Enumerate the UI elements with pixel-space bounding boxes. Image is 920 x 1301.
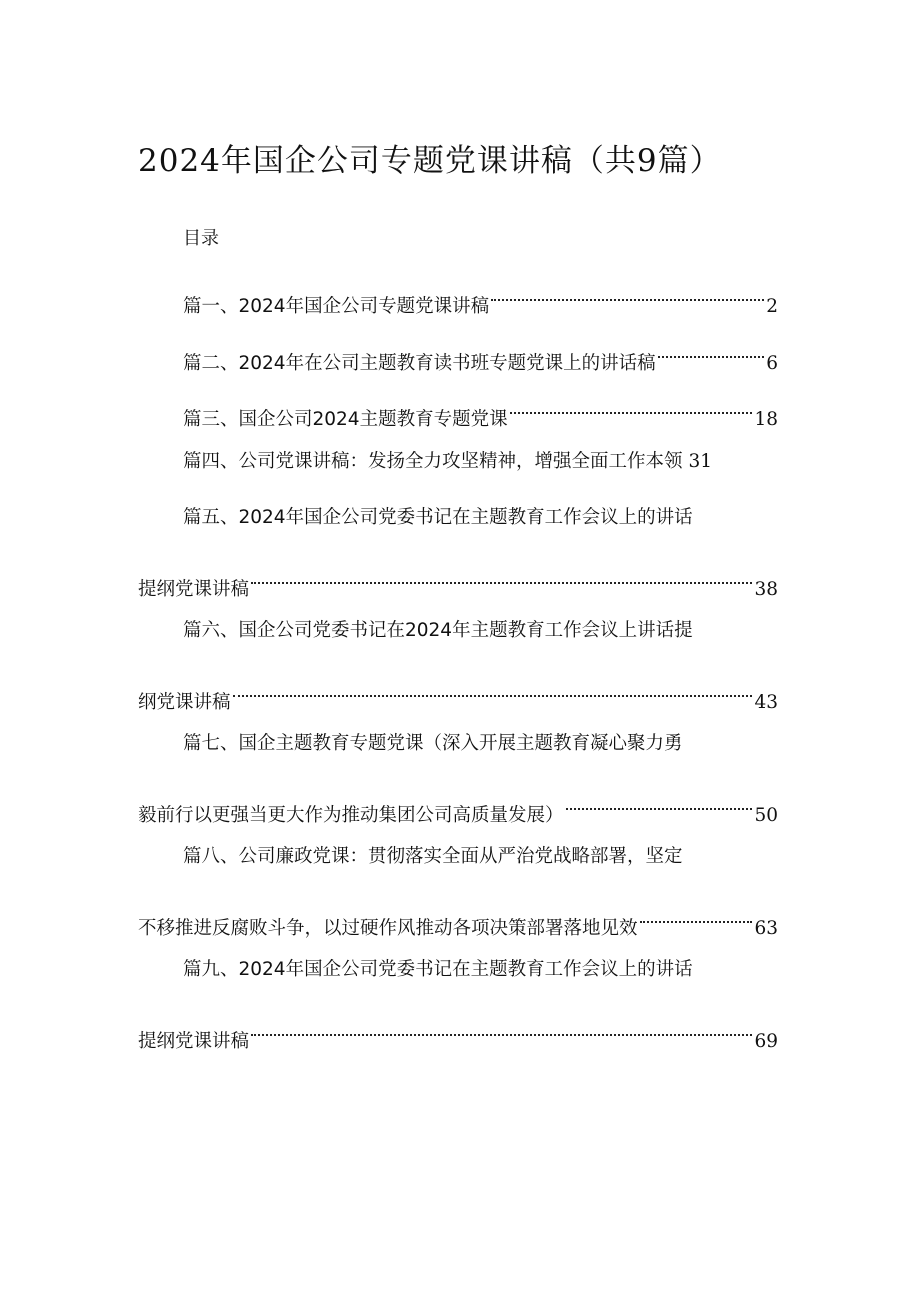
toc-entry-3[interactable] (138, 385, 778, 442)
toc-entry-title: 篇八、公司廉政党课：贯彻落实全面从严治党战略部署，坚定 (183, 846, 683, 867)
toc-entry-title-continued: 提纲党课讲稿 (138, 1030, 250, 1052)
toc-heading: 目录 (183, 228, 219, 249)
toc-page-number: 69 (754, 1030, 778, 1052)
dot-leader (251, 1007, 752, 1047)
toc-entry-8[interactable] (138, 837, 778, 894)
toc-entry-title: 篇四、公司党课讲稿：发扬全力攻坚精神，增强全面工作本领 (183, 450, 683, 472)
table-of-contents (138, 272, 778, 1063)
toc-entry-9-continued[interactable] (138, 1007, 778, 1064)
dot-leader (640, 894, 753, 934)
toc-page-number: 18 (754, 409, 778, 430)
toc-entry-title: 篇三、国企公司2024主题教育专题党课 (183, 409, 508, 430)
toc-entry-5-continued[interactable] (138, 555, 778, 612)
toc-entry-9[interactable] (138, 950, 778, 1007)
toc-entry-title: 篇九、2024年国企公司党委书记在主题教育工作会议上的讲话 (183, 959, 693, 980)
dot-leader (491, 272, 764, 312)
toc-entry-7-continued[interactable] (138, 781, 778, 838)
toc-page-number: 38 (754, 578, 778, 600)
dot-leader (251, 555, 752, 595)
toc-entry-8-continued[interactable] (138, 894, 778, 951)
toc-entry-1[interactable] (138, 272, 778, 329)
toc-entry-6[interactable] (138, 611, 778, 668)
dot-leader (510, 385, 753, 425)
toc-page-number: 2 (766, 296, 778, 317)
toc-page-number: 43 (754, 691, 778, 713)
toc-page-number: 63 (754, 917, 778, 939)
toc-entry-title: 篇六、国企公司党委书记在2024年主题教育工作会议上讲话提 (183, 620, 693, 641)
toc-entry-title-continued: 提纲党课讲稿 (138, 578, 250, 600)
toc-entry-title: 篇二、2024年在公司主题教育读书班专题党课上的讲话稿 (183, 352, 656, 374)
toc-entry-4[interactable] (138, 442, 778, 499)
toc-entry-6-continued[interactable] (138, 668, 778, 725)
toc-entry-title: 篇一、2024年国企公司专题党课讲稿 (183, 296, 490, 317)
toc-page-number: 31 (688, 450, 713, 472)
toc-page-number: 50 (754, 804, 778, 826)
toc-entry-title-continued: 毅前行以更强当更大作为推动集团公司高质量发展） (138, 804, 564, 826)
dot-leader (566, 781, 753, 821)
toc-entry-title-continued: 纲党课讲稿 (138, 691, 231, 713)
dot-leader (233, 668, 753, 708)
page-title: 2024年国企公司专题党课讲稿（共9篇） (138, 143, 722, 179)
toc-entry-title: 篇七、国企主题教育专题党课（深入开展主题教育凝心聚力勇 (183, 733, 683, 754)
dot-leader (658, 329, 765, 369)
toc-entry-2[interactable] (138, 329, 778, 386)
toc-entry-7[interactable] (138, 724, 778, 781)
toc-entry-title: 篇五、2024年国企公司党委书记在主题教育工作会议上的讲话 (183, 507, 693, 528)
toc-page-number: 6 (766, 352, 778, 374)
toc-entry-title-continued: 不移推进反腐败斗争，以过硬作风推动各项决策部署落地见效 (138, 917, 638, 939)
toc-entry-5[interactable] (138, 498, 778, 555)
